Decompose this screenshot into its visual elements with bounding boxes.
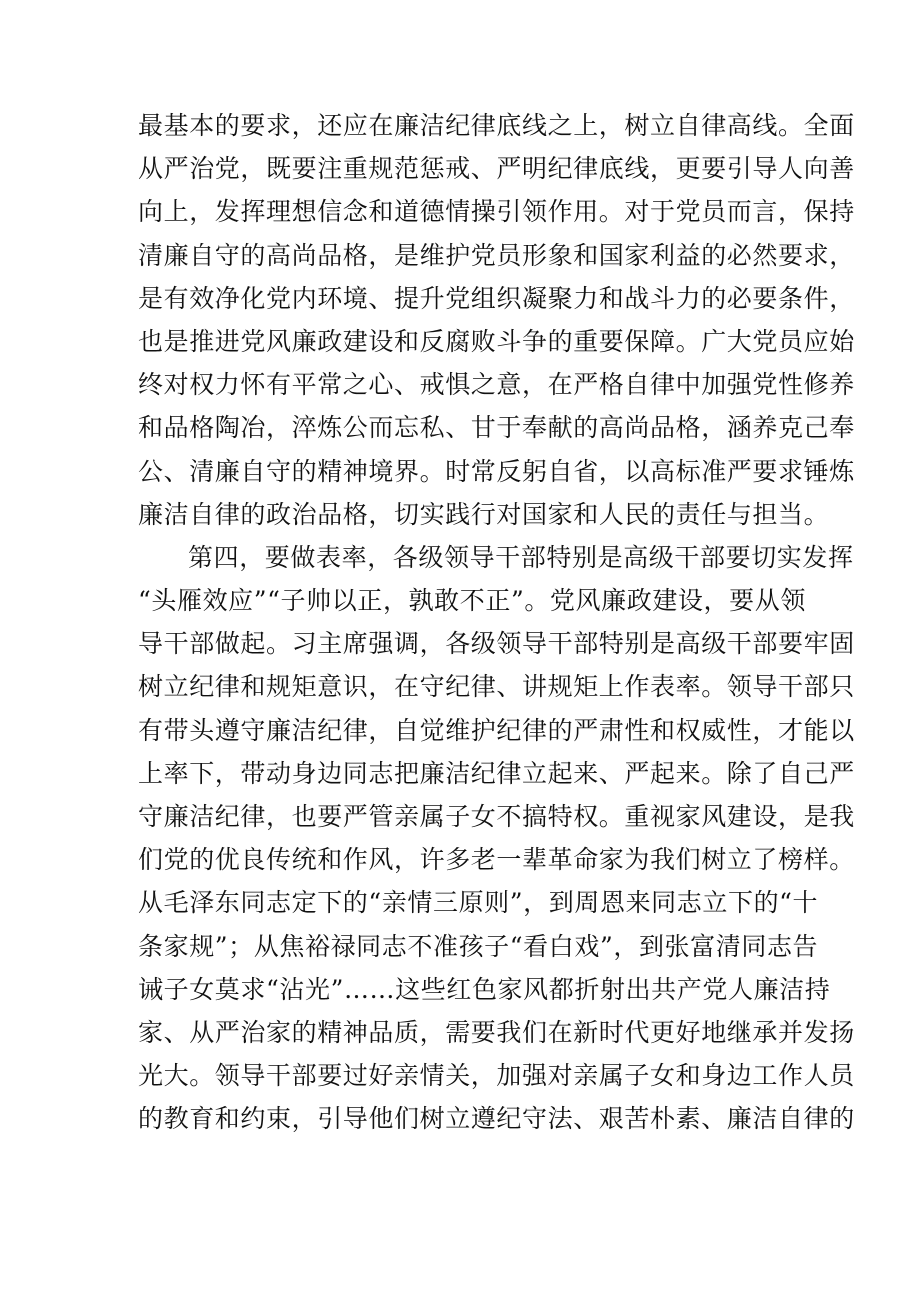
text-line: 诫子女莫求“沾光”……这些红色家风都折射出共产党人廉洁持 (138, 974, 831, 1004)
body-text (138, 104, 855, 1141)
text-line: 有带头遵守廉洁纪律，自觉维护纪律的严肃性和权威性，才能以 (138, 715, 855, 745)
text-line: 树立纪律和规矩意识，在守纪律、讲规矩上作表率。领导干部只 (138, 672, 855, 702)
text-line: 清廉自守的高尚品格，是维护党员形象和国家利益的必然要求， (138, 240, 855, 270)
paragraph-2 (138, 536, 855, 1141)
text-line: 光大。领导干部要过好亲情关，加强对亲属子女和身边工作人员 (138, 1061, 855, 1091)
text-line: 们党的优良传统和作风，许多老一辈革命家为我们树立了榜样。 (138, 845, 855, 875)
text-line: 上率下，带动身边同志把廉洁纪律立起来、严起来。除了自己严 (138, 758, 855, 788)
text-line: 守廉洁纪律，也要严管亲属子女不搞特权。重视家风建设，是我 (138, 802, 855, 831)
text-line: 向上，发挥理想信念和道德情操引领作用。对于党员而言，保持 (138, 197, 855, 227)
text-line: “头雁效应”“子帅以正，孰敢不正”。党风廉政建设，要从领 (138, 586, 806, 616)
text-line: 终对权力怀有平常之心、戒惧之意，在严格自律中加强党性修养 (138, 370, 855, 400)
text-line: 最基本的要求，还应在廉洁纪律底线之上，树立自律高线。全面 (138, 111, 855, 140)
text-line: 条家规”；从焦裕禄同志不准孩子“看白戏”，到张富清同志告 (138, 931, 819, 961)
text-line: 从毛泽东同志定下的“亲情三原则”，到周恩来同志立下的“十 (138, 888, 819, 918)
text-line: 导干部做起。习主席强调，各级领导干部特别是高级干部要牢固 (138, 629, 855, 659)
text-line: 是有效净化党内环境、提升党组织凝聚力和战斗力的必要条件， (138, 283, 855, 313)
text-line: 从严治党，既要注重规范惩戒、严明纪律底线，更要引导人向善 (138, 154, 855, 184)
text-line: 家、从严治家的精神品质，需要我们在新时代更好地继承并发扬 (138, 1017, 855, 1047)
text-line: 的教育和约束，引导他们树立遵纪守法、艰苦朴素、廉洁自律的 (138, 1104, 855, 1134)
text-line: 第四，要做表率，各级领导干部特别是高级干部要切实发挥 (188, 542, 854, 572)
text-line: 也是推进党风廉政建设和反腐败斗争的重要保障。广大党员应始 (138, 326, 855, 356)
text-line: 和品格陶冶，淬炼公而忘私、甘于奉献的高尚品格，涵养克己奉 (138, 413, 855, 443)
text-line: 公、清廉自守的精神境界。时常反躬自省，以高标准严要求锤炼 (138, 456, 855, 486)
text-line: 廉洁自律的政治品格，切实践行对国家和人民的责任与担当。 (138, 499, 830, 529)
paragraph-1 (138, 104, 855, 536)
